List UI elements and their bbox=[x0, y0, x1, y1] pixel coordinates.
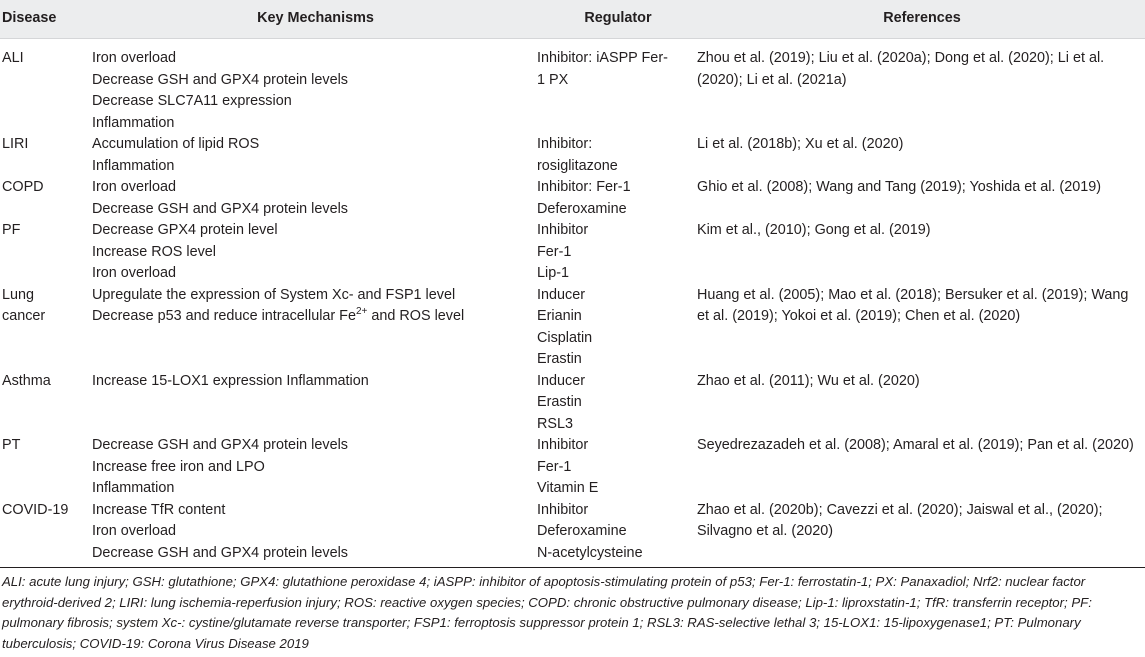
references-line: Zhou et al. (2019); Liu et al. (2020a); Dong et al. (2020); Li et al. bbox=[697, 50, 1105, 66]
mechanisms-line: Increase TfR content bbox=[92, 501, 226, 518]
cell-regulator bbox=[537, 285, 697, 371]
regulator-line: Inhibitor: iASPP Fer- bbox=[537, 50, 668, 66]
regulator-line: Fer-1 bbox=[537, 458, 572, 475]
cell-regulator bbox=[537, 39, 697, 135]
cell-disease bbox=[0, 371, 92, 436]
disease-line: COPD bbox=[2, 179, 44, 195]
cell-regulator bbox=[537, 220, 697, 285]
table-row bbox=[0, 39, 1145, 135]
table-row bbox=[0, 371, 1145, 436]
references-line: et al. (2019); Yokoi et al. (2019); Chen et al. (2020) bbox=[697, 308, 1021, 324]
cell-references bbox=[697, 39, 1145, 135]
cell-mechanisms bbox=[92, 39, 537, 135]
cell-regulator bbox=[537, 134, 697, 177]
mechanisms-line: Iron overload bbox=[92, 179, 176, 195]
references-line: Li et al. (2018b); Xu et al. (2020) bbox=[697, 136, 904, 152]
disease-line: PF bbox=[2, 222, 21, 238]
regulator-line: Inducer bbox=[537, 372, 585, 389]
cell-references bbox=[697, 500, 1145, 568]
regulator-line: Inhibitor bbox=[537, 501, 589, 518]
cell-references bbox=[697, 220, 1145, 285]
header-row bbox=[0, 0, 1145, 39]
cell-disease bbox=[0, 177, 92, 220]
cell-references bbox=[697, 435, 1145, 500]
table-body bbox=[0, 39, 1145, 568]
mechanisms-line: Iron overload bbox=[92, 265, 176, 281]
regulator-line: Inhibitor: bbox=[537, 136, 593, 152]
mechanisms-line: Increase ROS level bbox=[92, 243, 216, 260]
regulator-line: 1 PX bbox=[537, 71, 569, 88]
cell-references bbox=[697, 371, 1145, 436]
header-key-mechanisms: Key Mechanisms bbox=[92, 0, 537, 39]
mechanisms-line bbox=[92, 306, 535, 328]
mechanisms-line: Inflammation bbox=[92, 157, 175, 174]
cell-regulator bbox=[537, 500, 697, 568]
cell-disease bbox=[0, 435, 92, 500]
regulator-line: Inhibitor bbox=[537, 222, 589, 238]
mechanisms-line: Iron overload bbox=[92, 523, 176, 539]
disease-line: ALI bbox=[2, 50, 24, 66]
mechanisms-line: Iron overload bbox=[92, 50, 176, 66]
cell-mechanisms bbox=[92, 177, 537, 220]
mechanism-text: and ROS level bbox=[367, 308, 465, 324]
references-line: Ghio et al. (2008); Wang and Tang (2019); Yoshida et al. (2019) bbox=[697, 179, 1102, 195]
table-row bbox=[0, 134, 1145, 177]
references-line: Zhao et al. (2011); Wu et al. (2020) bbox=[697, 372, 920, 389]
cell-disease bbox=[0, 220, 92, 285]
cell-disease bbox=[0, 285, 92, 371]
disease-line: cancer bbox=[2, 308, 46, 324]
regulator-line: Inhibitor bbox=[537, 437, 589, 453]
mechanism-text: Decrease p53 and reduce intracellular Fe bbox=[92, 308, 356, 324]
cell-disease bbox=[0, 39, 92, 135]
cell-references bbox=[697, 285, 1145, 371]
references-line: Zhao et al. (2020b); Cavezzi et al. (2020); Jaiswal et al., (2020); bbox=[697, 501, 1103, 518]
mechanisms-line: Inflammation bbox=[92, 480, 175, 496]
mechanisms-line: Decrease SLC7A11 expression bbox=[92, 93, 292, 109]
mechanisms-line: Increase free iron and LPO bbox=[92, 458, 265, 475]
cell-references bbox=[697, 134, 1145, 177]
regulator-line: Inhibitor: Fer-1 bbox=[537, 179, 631, 195]
cell-disease bbox=[0, 500, 92, 568]
cell-regulator bbox=[537, 177, 697, 220]
regulator-line: Erianin bbox=[537, 308, 582, 324]
regulator-line: RSL3 bbox=[537, 415, 573, 432]
regulator-line: Inducer bbox=[537, 286, 585, 303]
header-regulator: Regulator bbox=[537, 0, 697, 39]
regulator-line: Deferoxamine bbox=[537, 200, 627, 217]
cell-mechanisms bbox=[92, 500, 537, 568]
references-line: Seyedrezazadeh et al. (2008); Amaral et al. (2019); Pan et al. (2020) bbox=[697, 437, 1134, 453]
references-line: Kim et al., (2010); Gong et al. (2019) bbox=[697, 222, 931, 238]
references-line: Silvagno et al. (2020) bbox=[697, 523, 833, 539]
disease-line: LIRI bbox=[2, 136, 29, 152]
table-row bbox=[0, 500, 1145, 568]
cell-disease bbox=[0, 134, 92, 177]
regulator-line: rosiglitazone bbox=[537, 157, 618, 174]
cell-regulator bbox=[537, 435, 697, 500]
header-references: References bbox=[697, 0, 1145, 39]
mechanisms-line: Decrease GPX4 protein level bbox=[92, 222, 278, 238]
mechanisms-line: Decrease GSH and GPX4 protein levels bbox=[92, 200, 348, 217]
header-disease: Disease bbox=[0, 0, 92, 39]
disease-line: Lung bbox=[2, 286, 35, 303]
disease-line: Asthma bbox=[2, 372, 51, 389]
regulator-line: Fer-1 bbox=[537, 243, 572, 260]
table-header bbox=[0, 0, 1145, 39]
cell-mechanisms bbox=[92, 220, 537, 285]
references-line: Huang et al. (2005); Mao et al. (2018); Bersuker et al. (2019); Wang bbox=[697, 286, 1129, 303]
superscript: 2+ bbox=[355, 306, 368, 318]
regulator-line: N-acetylcysteine bbox=[537, 544, 643, 561]
regulator-line: Deferoxamine bbox=[537, 523, 627, 539]
disease-line: PT bbox=[2, 437, 21, 453]
regulator-line: Lip-1 bbox=[537, 265, 569, 281]
mechanisms-line: Decrease GSH and GPX4 protein levels bbox=[92, 437, 348, 453]
mechanisms-line: Increase 15-LOX1 expression Inflammation bbox=[92, 372, 369, 389]
disease-line: COVID-19 bbox=[2, 501, 69, 518]
cell-mechanisms bbox=[92, 371, 537, 436]
cell-regulator bbox=[537, 371, 697, 436]
regulator-line: Cisplatin bbox=[537, 329, 593, 346]
cell-mechanisms bbox=[92, 285, 537, 371]
regulator-line: Erastin bbox=[537, 351, 582, 367]
regulator-line: Vitamin E bbox=[537, 480, 599, 496]
mechanisms-line: Accumulation of lipid ROS bbox=[92, 136, 260, 152]
table-footnote: ALI: acute lung injury; GSH: glutathione; GPX4: glutathione peroxidase 4; iASPP: inhibitor of apoptosis-stimulating protein of p53; Fer-1: ferrostatin-1; PX: Panaxadiol; Nrf2: nuclear factor erythroid-derived 2; LIRI: lung ischemia-reperfusion injury; ROS: reactive oxygen species; COPD: chronic obstructive pulmonary disease; Lip-1: liproxstatin-1; TfR: transferrin receptor; PF: pulmonary fibrosis; system Xc-: cystine/glutamate reverse transporter; FSP1: ferroptosis suppressor protein 1; RSL3: RAS-selective lethal 3; 15-LOX1: 15-lipoxygenase1; PT: Pulmonary tuberculosis; COVID-19: Corona Virus Disease 2019 bbox=[2, 574, 1092, 651]
table-row bbox=[0, 177, 1145, 220]
mechanisms-line: Decrease GSH and GPX4 protein levels bbox=[92, 544, 348, 561]
mechanisms-line: Inflammation bbox=[92, 114, 175, 131]
mechanisms-line: Decrease GSH and GPX4 protein levels bbox=[92, 71, 348, 88]
table-row bbox=[0, 435, 1145, 500]
cell-references bbox=[697, 177, 1145, 220]
references-line: (2020); Li et al. (2021a) bbox=[697, 71, 847, 88]
table-row bbox=[0, 220, 1145, 285]
table-row bbox=[0, 285, 1145, 371]
cell-mechanisms bbox=[92, 134, 537, 177]
mechanisms-line: Upregulate the expression of System Xc- and FSP1 level bbox=[92, 286, 456, 303]
cell-mechanisms bbox=[92, 435, 537, 500]
regulator-line: Erastin bbox=[537, 394, 582, 410]
